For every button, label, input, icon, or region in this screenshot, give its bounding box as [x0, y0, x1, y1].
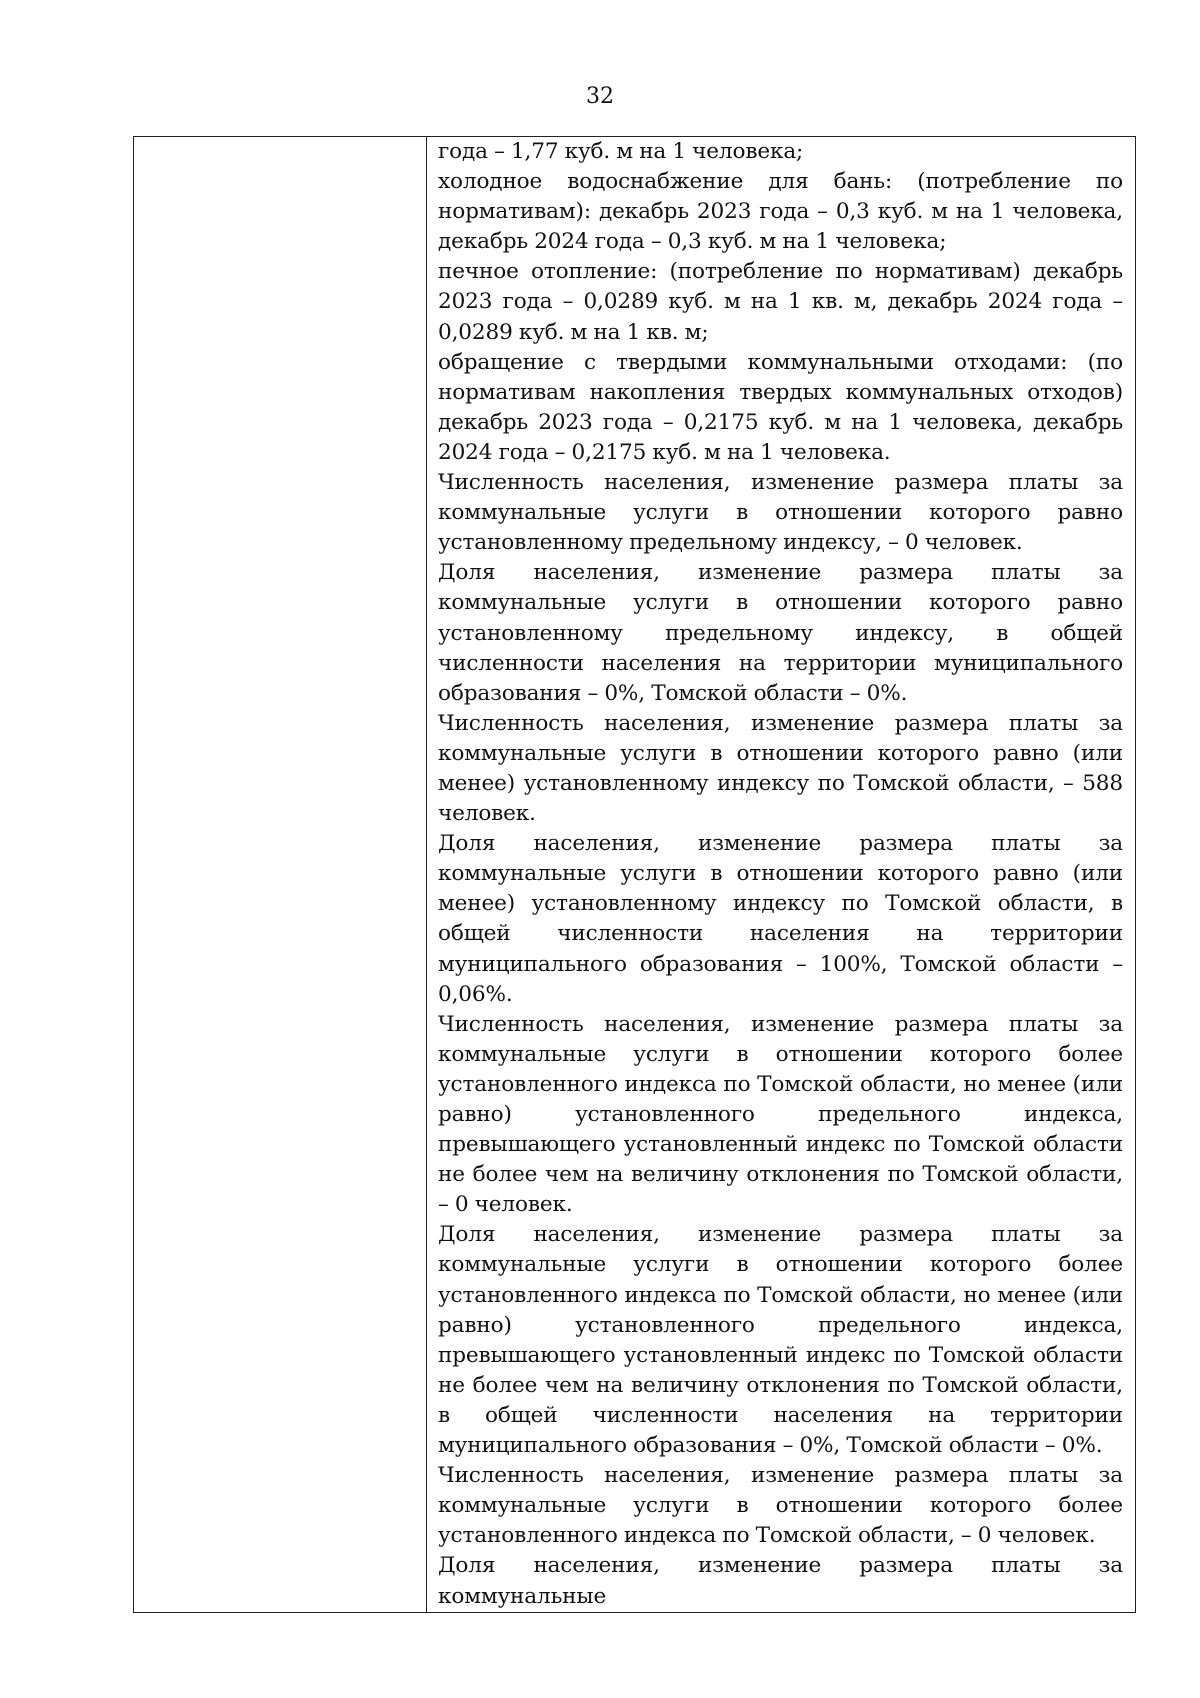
paragraph: Доля населения, изменение размера платы за коммунальные услуги в отношении которого более установленного индекса по Томской области, но менее (или равно) установленного предельного индекса, превышающего установленный индекс по Томской области не более чем на величину отклонения по Томской области, в общей численности населения на территории муниципального образования – 0%, Томской области – 0%. [438, 1222, 1123, 1459]
paragraph: обращение с твердыми коммунальными отходами: (по нормативам накопления твердых коммунальных отходов) декабрь 2023 года – 0,2175 куб. м на 1 человека, декабрь 2024 года – 0,2175 куб. м на 1 человека. [438, 349, 1123, 465]
paragraph: Численность населения, изменение размера платы за коммунальные услуги в отношении которого равно установленному предельному индексу, – 0 человек. [438, 470, 1123, 556]
paragraph: Численность населения, изменение размера платы за коммунальные услуги в отношении которого более установленного индекса по Томской области, но менее (или равно) установленного предельного индекса, превышающего установленный индекс по Томской области не более чем на величину отклонения по Томской области, – 0 человек. [438, 1011, 1123, 1218]
paragraph: Доля населения, изменение размера платы за коммунальные услуги в отношении которого равно установленному предельному индексу, в общей численности населения на территории муниципального образования – 0%, Томской области – 0%. [438, 560, 1123, 706]
paragraph: года – 1,77 куб. м на 1 человека; [438, 139, 804, 164]
paragraph: Численность населения, изменение размера платы за коммунальные услуги в отношении которого более установленного индекса по Томской области, – 0 человек. [438, 1463, 1123, 1549]
paragraph: Численность населения, изменение размера платы за коммунальные услуги в отношении которого равно (или менее) установленному индексу по Томской области, – 588 человек. [438, 710, 1123, 827]
table-row [134, 137, 1136, 1613]
paragraph: холодное водоснабжение для бань: (потребление по нормативам): декабрь 2023 года – 0,3 куб. м на 1 человека, декабрь 2024 года – 0,3 куб. м на 1 человека; [438, 169, 1123, 255]
page-number: 32 [586, 84, 614, 109]
right-cell [427, 137, 1136, 1613]
paragraph: Доля населения, изменение размера платы за коммунальные услуги в отношении которого равно (или менее) установленному индексу по Томской области, в общей численности населения на территории муниципального образования – 100%, Томской области – 0,06%. [438, 831, 1123, 1007]
paragraph: Доля населения, изменение размера платы за коммунальные [438, 1553, 1123, 1609]
paragraph: печное отопление: (потребление по нормативам) декабрь 2023 года – 0,0289 куб. м на 1 кв. м, декабрь 2024 года – 0,0289 куб. м на 1 кв. м; [438, 259, 1123, 345]
left-cell [134, 137, 427, 1613]
document-table [133, 136, 1136, 1613]
right-cell-text [427, 137, 1135, 1612]
